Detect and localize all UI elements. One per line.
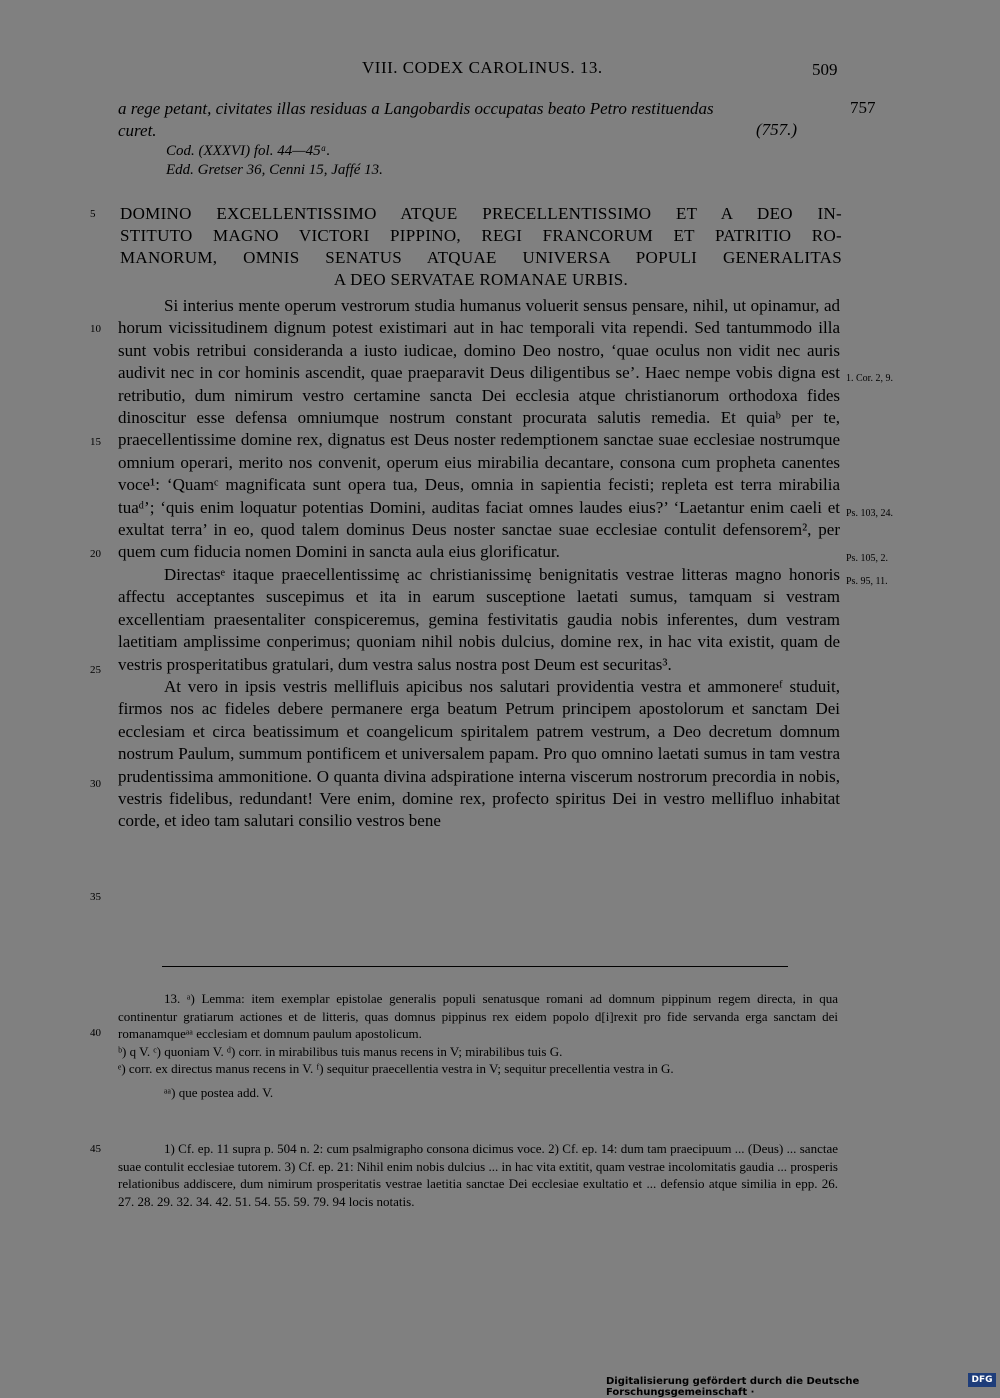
codex-reference: Cod. (XXXVI) fol. 44—45ᵃ. xyxy=(166,143,331,159)
footnote-divider xyxy=(162,966,788,967)
editions-reference: Edd. Gretser 36, Cenni 15, Jaffé 13. xyxy=(166,162,383,178)
apparatus-note: ᵃᵃ) que postea add. V. xyxy=(164,1084,274,1100)
address-line: DOMINO EXCELLENTISSIMO ATQUE PRECELLENTISSIMO ET A DEO IN- xyxy=(120,204,842,223)
address-line: STITUTO MAGNO VICTORI PIPPINO, REGI FRANCORUM ET PATRITIO RO- xyxy=(120,226,842,245)
letter-address xyxy=(120,203,842,291)
line-number: 15 xyxy=(90,436,101,448)
body-paragraph: Directasᵉ itaque praecellentissimę ac christianissimę benignitatis vestrae litteras magno honoris affectu acceptantes suscepimus et ita in earum susceptione laetati sumus, tamquam si vestram excellentiam praesentaliter conspiceremus, gemina festivitatis gaudia nobis inferentes, dum vestram laetitiam amplissime conperimus; quoniam nihil nobis dulcius, domine rex, in hac vita existit, quam de vestris prosperitatibus gratulari, dum vestra salus nostra post Deum est securitas³. xyxy=(118,564,840,674)
body-paragraph: At vero in ipsis vestris mellifluis apicibus nos salutari providentia vestra et ammonereᶠ studuit, firmos nos ac fideles debere permanere erga beatum Petrum principem apostolorum et sanctam Dei ecclesiam et circa beatissimum et coangelicum spiritalem patrem vestrum, a Deo decretum domnum nostrum Paulum, summum pontificem et universalem papam. Pro quo omnino laetati sumus in tam vestra prudentissima ammonitione. O quanta divina adspiratione interna viscerum nostrorum precordia in nobis, vestris fidelibus, redundant! Vere enim, domine rex, profecto spiritus Dei in vestro mellifluo inhabitat corde, et ideo tam salutari consilio vestros bene xyxy=(118,676,840,831)
line-number: 25 xyxy=(90,664,101,676)
summary-line-1: a rege petant, civitates illas residuas a Langobardis occupatas beato Petro restituendas xyxy=(118,99,714,118)
letter-body xyxy=(118,295,840,833)
margin-reference: 1. Cor. 2, 9. xyxy=(846,373,893,384)
line-number: 10 xyxy=(90,323,101,335)
body-paragraph: Si interius mente operum vestrorum studia humanus voluerit sensus pensare, nihil, ut opinamur, ad horum vicissitudinem dignum potest existimari aut in hac temporali vita rependi. Sed tantummodo illa sunt vobis retribui consideranda a iusto iudicae, domino Deo nostro, ‘quae oculus non vidit nec auris audivit nec in cor hominis ascendit, quae praeparavit Deus diligentibus se’. Haec nempe vobis digna est retributio, dum nimirum vestro certamine sancta Dei ecclesia atque christianorum orthodoxa fides dinoscitur esse defensa omniumque nostrum constant procurata salutis remedia. Et quiaᵇ per te, praecellentissime domine rex, dignatus est Deus noster redemptionem sanctae suae ecclesiae nostrumque omnium operari, merito nos convenit, operum eius mirabilia decantare, consona cum propheta canentes voce¹: ‘Quamᶜ magnificata sunt opera tua, Deus, omnia in sapientia fecisti; repleta est terra mirabilia tuaᵈ’; ‘quis enim loquatur potentias Domini, auditas faciat omnes laudes eius?’ ‘Laetantur enim caeli et exultat terra’ in eo, quod talem dominus Deus noster sanctae suae ecclesiae contulit defensorem², per quem cum fiducia nomen Domini in sancta aula eius glorificatur. xyxy=(118,296,840,562)
year-marker-paren: (757.) xyxy=(756,120,798,139)
line-number: 5 xyxy=(90,208,96,220)
margin-reference: Ps. 103, 24. xyxy=(846,508,893,519)
apparatus-note: ᵉ) corr. ex directus manus recens in V. ᶠ) sequitur praecellentia vestra in V; sequitur precellentia vestra in G. xyxy=(118,1061,674,1076)
dfg-logo: DFG xyxy=(968,1373,996,1387)
line-number: 20 xyxy=(90,548,101,560)
source-notes xyxy=(118,1140,838,1210)
summary-line-2: curet. xyxy=(118,121,157,140)
page-number: 509 xyxy=(812,60,838,79)
line-number: 30 xyxy=(90,778,101,790)
address-line: MANORUM, OMNIS SENATUS ATQUAE UNIVERSA POPULI GENERALITAS xyxy=(120,248,842,267)
margin-reference: Ps. 105, 2. xyxy=(846,553,888,564)
source-note: 1) Cf. ep. 11 supra p. 504 n. 2: cum psalmigrapho consona dicimus voce. 2) Cf. ep. 14: dum tam praecipuum ... (Deus) ... sanctae suae contulit ecclesiae tutorem. 3) Cf. ep. 21: Nihil enim nobis dulcius ... in hac vita extitit, quam vestrae incolomitatis gaudia ... prosperis relationibus addiscere, dum nimirum prosperitatis vestrae laetitia sanctae Dei ecclesiae exultatio et ... defensio atque similia in epp. 26. 27. 28. 29. 32. 34. 42. 51. 54. 55. 59. 79. 94 locis notatis. xyxy=(118,1141,838,1209)
running-title: VIII. CODEX CAROLINUS. 13. xyxy=(362,58,603,77)
apparatus-note: 13. ᵃ) Lemma: item exemplar epistolae generalis populi senatusque romani ad domnum pippinum regem directa, in qua continentur gratiarum actiones et de litteris, quas domnus pippinus rex eidem popolo d[i]rexit pro fide servanda erga sanctam dei romanamqueᵃᵃ ecclesiam et domnum paulum apostolicum. xyxy=(118,991,838,1041)
running-header xyxy=(0,58,1000,82)
apparatus-note: ᵇ) q V. ᶜ) quoniam V. ᵈ) corr. in mirabilibus tuis manus recens in V; mirabilibus tuis G. xyxy=(118,1043,563,1059)
letter-summary xyxy=(118,98,842,142)
line-number: 35 xyxy=(90,891,101,903)
address-line: A DEO SERVATAE ROMANAE URBIS. xyxy=(333,270,629,289)
margin-reference: Ps. 95, 11. xyxy=(846,576,888,587)
line-number: 40 xyxy=(90,1027,101,1039)
critical-apparatus xyxy=(118,990,838,1101)
year-marker: 757 xyxy=(850,98,876,117)
digitization-credit: Digitalisierung gefördert durch die Deutsche Forschungsgemeinschaft · xyxy=(606,1376,860,1398)
line-number: 45 xyxy=(90,1143,101,1155)
